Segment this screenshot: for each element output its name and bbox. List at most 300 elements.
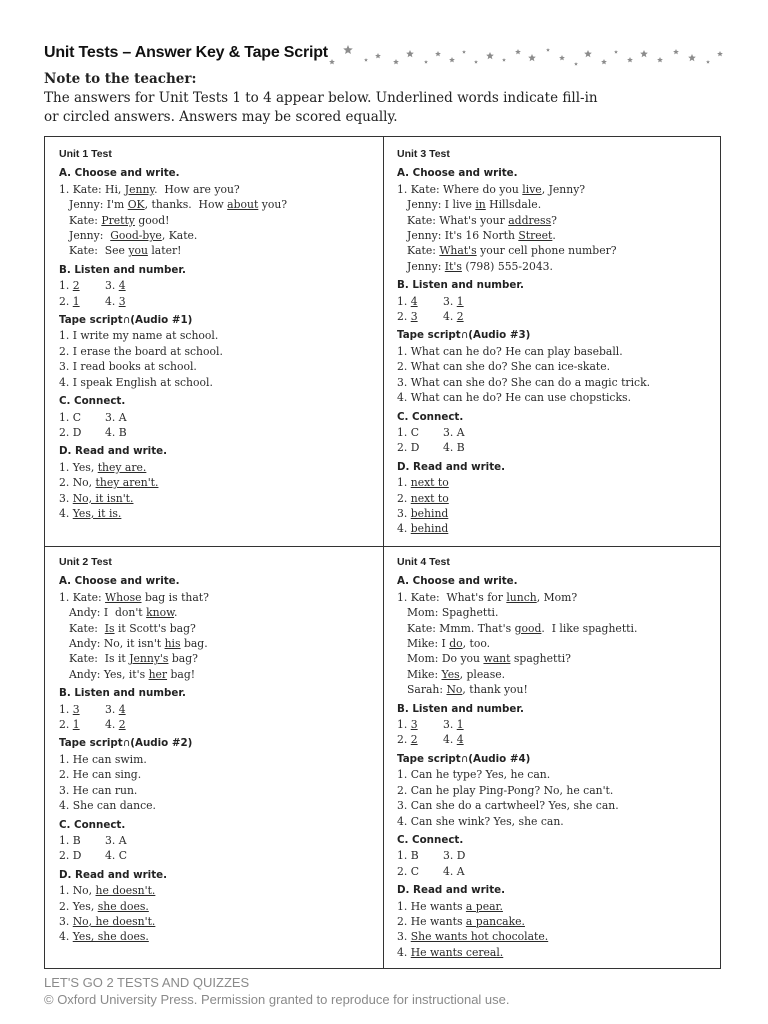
star-icon xyxy=(614,50,618,54)
answer-fill-in: 2 xyxy=(118,718,126,732)
answer-text: Jenny: xyxy=(69,229,111,243)
dialogue-line xyxy=(59,651,381,666)
tape-script-label: Tape script xyxy=(59,314,123,327)
grid-divider-horizontal xyxy=(45,546,720,547)
connect-answer: 3. D xyxy=(443,849,466,863)
answer-text: 2. xyxy=(59,294,73,308)
connect-answer: 3. A xyxy=(105,833,127,847)
star-icon xyxy=(462,50,466,54)
dialogue-line xyxy=(59,182,381,197)
answer-fill-in: No, he doesn't. xyxy=(72,914,156,928)
tape-script-line: 4. What can he do? He can use chopsticks. xyxy=(397,391,631,405)
read-write-answer xyxy=(397,506,719,521)
star-icon xyxy=(486,52,494,59)
answer-text: , Kate. xyxy=(161,229,198,243)
star-decoration xyxy=(326,40,726,72)
answer-fill-in: know xyxy=(146,606,175,620)
connect-answer: 4. A xyxy=(443,864,465,878)
answer-text: later! xyxy=(147,244,182,258)
dialogue-line xyxy=(59,667,381,682)
page-title: Unit Tests – Answer Key & Tape Script xyxy=(44,44,328,61)
dialogue-line xyxy=(397,651,719,666)
section-a-title: A. Choose and write. xyxy=(59,575,180,588)
number-row xyxy=(59,278,381,293)
connect-row xyxy=(59,848,381,863)
number-answer xyxy=(443,294,464,309)
answer-text: 1. xyxy=(59,702,73,716)
answer-text: 2. xyxy=(397,733,411,747)
answer-fill-in: Good-bye xyxy=(110,229,162,243)
read-write-answer xyxy=(397,929,719,944)
read-write-answer xyxy=(397,491,719,506)
answer-fill-in: 1 xyxy=(456,294,464,308)
answer-text: , Jenny? xyxy=(541,182,586,196)
answer-fill-in: No, it isn't. xyxy=(72,491,134,505)
answer-text: 2. xyxy=(397,310,411,324)
star-icon xyxy=(640,50,648,57)
answer-text: 3. xyxy=(59,491,73,505)
connect-answer: 3. A xyxy=(105,410,127,424)
tape-script-line: 3. What can she do? She can do a magic trick. xyxy=(397,375,651,389)
star-icon xyxy=(474,60,478,64)
dialogue-line xyxy=(397,243,719,258)
star-icon xyxy=(657,57,663,62)
answer-text: 1. xyxy=(397,476,411,490)
star-icon xyxy=(601,59,607,64)
unit-title: Unit 1 Test xyxy=(59,148,112,160)
answer-text: (798) 555-2043. xyxy=(461,259,553,273)
answer-text: ? xyxy=(551,213,557,227)
answer-fill-in: good xyxy=(514,621,542,635)
section-b-title: B. Listen and number. xyxy=(397,279,524,292)
answer-text: 2. xyxy=(397,491,411,505)
footer-copyright: © Oxford University Press. Permission granted to reproduce for instructional use. xyxy=(44,992,510,1007)
unit-2-test xyxy=(59,555,381,945)
audio-track: (Audio #3) xyxy=(468,329,531,342)
answer-text: it Scott's bag? xyxy=(114,621,196,635)
number-row xyxy=(59,717,381,732)
grid-divider-vertical xyxy=(383,137,384,968)
number-answer xyxy=(59,278,105,293)
tape-script-label: Tape script xyxy=(397,752,461,765)
connect-answer: 4. B xyxy=(443,441,465,455)
connect-row xyxy=(397,848,719,863)
footer-series: LET'S GO 2 TESTS AND QUIZZES xyxy=(44,975,250,990)
answer-text: 1. xyxy=(397,294,411,308)
answer-text: 3. xyxy=(59,914,73,928)
answer-fill-in: 4 xyxy=(456,733,464,747)
dialogue-line xyxy=(397,228,719,243)
connect-answer: 4. B xyxy=(105,425,127,439)
number-answer xyxy=(59,717,105,732)
connect-row xyxy=(397,864,719,879)
answer-text: Kate: xyxy=(69,213,102,227)
answer-fill-in: 2 xyxy=(456,310,464,324)
read-write-answer xyxy=(59,475,381,490)
answer-fill-in: Jenny xyxy=(124,182,155,196)
dialogue-line xyxy=(59,197,381,212)
footer xyxy=(44,974,510,1008)
answer-text: , please. xyxy=(459,667,506,681)
answer-text: good! xyxy=(134,213,170,227)
read-write-answer xyxy=(59,460,381,475)
tape-script-label: Tape script xyxy=(397,329,461,342)
answer-text: 3. xyxy=(443,294,457,308)
answer-text: 1. Yes, xyxy=(59,460,98,474)
connect-answer: 1. C xyxy=(397,425,419,439)
answer-fill-in: Yes, she does. xyxy=(72,930,149,944)
section-b-title: B. Listen and number. xyxy=(59,687,186,700)
dialogue-line xyxy=(397,197,719,212)
answer-text: 4. xyxy=(397,945,411,959)
dialogue-line xyxy=(397,259,719,274)
tape-script-line: 3. Can she do a cartwheel? Yes, she can. xyxy=(397,799,619,813)
read-write-answer xyxy=(397,475,719,490)
answer-text: 2. Yes, xyxy=(59,899,98,913)
number-answer xyxy=(105,294,126,309)
answer-text: Kate: See xyxy=(69,244,129,258)
dialogue-line xyxy=(59,636,381,651)
tape-script-line: 1. I write my name at school. xyxy=(59,329,219,343)
connect-answer: 2. D xyxy=(397,441,420,455)
answer-fill-in: lunch xyxy=(506,590,537,604)
connect-answer: 1. C xyxy=(59,410,81,424)
section-a-title: A. Choose and write. xyxy=(397,575,518,588)
answer-text: 1. Kate: Hi, xyxy=(59,182,125,196)
unit-1-test xyxy=(59,147,381,521)
tape-script-line: 3. He can run. xyxy=(59,783,138,797)
star-icon xyxy=(364,58,368,62)
answer-text: Jenny: xyxy=(407,259,445,273)
star-icon xyxy=(627,57,633,62)
answer-text: , too. xyxy=(462,637,491,651)
number-answer xyxy=(59,702,105,717)
tape-script-line: 4. Can she wink? Yes, she can. xyxy=(397,814,564,828)
answer-text: Kate: xyxy=(69,621,105,635)
connect-row xyxy=(397,425,719,440)
answer-fill-in: 3 xyxy=(410,718,418,732)
answer-text: 1. Kate: What's for xyxy=(397,590,507,604)
read-write-answer xyxy=(59,899,381,914)
answer-text: your cell phone number? xyxy=(476,244,617,258)
star-icon xyxy=(706,60,710,64)
answer-text: spaghetti? xyxy=(510,652,571,666)
answer-text: 1. He wants xyxy=(397,899,466,913)
star-icon xyxy=(559,55,565,60)
answer-fill-in: you xyxy=(128,244,148,258)
tape-script-line: 1. Can he type? Yes, he can. xyxy=(397,768,551,782)
star-icon xyxy=(375,53,381,58)
tape-script-line: 2. He can sing. xyxy=(59,768,142,782)
number-answer xyxy=(59,294,105,309)
answer-fill-in: What's xyxy=(439,244,477,258)
answer-text: Andy: No, it isn't xyxy=(69,637,165,651)
number-row xyxy=(59,702,381,717)
connect-answer: 3. A xyxy=(443,425,465,439)
section-b-title: B. Listen and number. xyxy=(59,263,186,276)
number-answer xyxy=(443,717,464,732)
answer-fill-in: 4 xyxy=(118,279,126,293)
answer-fill-in: She wants hot chocolate. xyxy=(410,930,549,944)
answer-fill-in: her xyxy=(148,667,168,681)
answer-fill-in: he doesn't. xyxy=(95,884,156,898)
answer-fill-in: next to xyxy=(410,476,449,490)
tape-script-title xyxy=(59,313,381,328)
answer-fill-in: his xyxy=(164,637,181,651)
tape-script-line: 1. What can he do? He can play baseball. xyxy=(397,344,623,358)
number-answer xyxy=(105,717,126,732)
answer-text: 2. No, xyxy=(59,476,96,490)
answer-text: Andy: Yes, it's xyxy=(69,667,149,681)
number-answer xyxy=(443,309,464,324)
answer-fill-in: 1 xyxy=(456,718,464,732)
connect-answer: 2. D xyxy=(59,849,82,863)
answer-text: 1. No, xyxy=(59,884,96,898)
tape-script-label: Tape script xyxy=(59,737,123,750)
star-icon xyxy=(528,54,536,61)
audio-track: (Audio #1) xyxy=(130,314,193,327)
answer-text: Kate: xyxy=(407,244,440,258)
tape-script-title xyxy=(397,752,719,767)
section-c-title: C. Connect. xyxy=(397,833,464,846)
connect-row xyxy=(59,833,381,848)
unit-title: Unit 3 Test xyxy=(397,148,450,160)
star-icon xyxy=(435,51,441,56)
answer-text: 4. xyxy=(397,522,411,536)
answer-text: 4. xyxy=(443,733,457,747)
answer-fill-in: Pretty xyxy=(101,213,135,227)
headphones-icon: ∩ xyxy=(460,752,469,765)
answer-text: bag! xyxy=(167,667,196,681)
tape-script-line: 2. What can she do? She can ice-skate. xyxy=(397,360,611,374)
star-icon xyxy=(393,59,399,64)
section-c-title: C. Connect. xyxy=(59,818,126,831)
star-icon xyxy=(546,48,550,52)
star-icon xyxy=(574,62,578,66)
answer-text: 3. xyxy=(397,930,411,944)
answer-text: Mike: xyxy=(407,667,442,681)
tape-script-line: 4. I speak English at school. xyxy=(59,375,213,389)
number-answer xyxy=(397,309,443,324)
audio-track: (Audio #2) xyxy=(130,737,193,750)
answer-text: 4. xyxy=(59,506,73,520)
tape-script-title xyxy=(59,736,381,751)
answer-fill-in: address xyxy=(508,213,552,227)
answer-text: Mom: Spaghetti. xyxy=(407,606,499,620)
answer-text: Mike: I xyxy=(407,637,450,651)
answer-text: Sarah: xyxy=(407,683,447,697)
number-answer xyxy=(397,717,443,732)
section-c-title: C. Connect. xyxy=(59,395,126,408)
answer-text: 1. Kate: Where do you xyxy=(397,182,523,196)
answer-fill-in: 4 xyxy=(410,294,418,308)
unit-4-test xyxy=(397,555,719,960)
connect-answer: 1. B xyxy=(397,849,419,863)
star-icon xyxy=(688,54,696,61)
answer-fill-in: a pancake. xyxy=(465,914,525,928)
tape-script-line: 2. I erase the board at school. xyxy=(59,344,223,358)
answer-fill-in: live xyxy=(522,182,542,196)
tape-script-title xyxy=(397,328,719,343)
answer-fill-in: they aren't. xyxy=(95,476,159,490)
headphones-icon: ∩ xyxy=(122,314,131,327)
answer-text: Kate: What's your xyxy=(407,213,509,227)
headphones-icon: ∩ xyxy=(122,737,131,750)
connect-row xyxy=(397,440,719,455)
read-write-answer xyxy=(59,883,381,898)
dialogue-line xyxy=(59,228,381,243)
dialogue-line xyxy=(59,243,381,258)
answer-fill-in: want xyxy=(483,652,511,666)
answer-fill-in: 3 xyxy=(410,310,418,324)
answer-text: Jenny: I live xyxy=(407,198,476,212)
answer-fill-in: they are. xyxy=(97,460,147,474)
answer-text: 1. Kate: xyxy=(59,590,106,604)
answer-fill-in: Jenny's xyxy=(129,652,169,666)
answer-fill-in: behind xyxy=(410,506,449,520)
answer-fill-in: 1 xyxy=(72,718,80,732)
answer-fill-in: No xyxy=(446,683,463,697)
answer-text: 2. He wants xyxy=(397,914,466,928)
unit-title: Unit 2 Test xyxy=(59,556,112,568)
star-icon xyxy=(515,49,521,54)
answer-fill-in: next to xyxy=(410,491,449,505)
answer-text: 4. xyxy=(105,718,119,732)
star-icon xyxy=(406,50,414,57)
answer-text: 3. xyxy=(443,718,457,732)
answer-fill-in: a pear. xyxy=(465,899,503,913)
answer-text: bag is that? xyxy=(141,590,209,604)
connect-row xyxy=(59,425,381,440)
connect-answer: 2. C xyxy=(397,864,419,878)
read-write-answer xyxy=(59,491,381,506)
section-d-title: D. Read and write. xyxy=(59,868,168,881)
read-write-answer xyxy=(397,899,719,914)
star-icon xyxy=(329,59,335,64)
answer-fill-in: 3 xyxy=(72,702,80,716)
answer-key-grid xyxy=(44,136,721,969)
headphones-icon: ∩ xyxy=(460,329,469,342)
star-icon xyxy=(343,45,353,54)
section-c-title: C. Connect. xyxy=(397,410,464,423)
dialogue-line xyxy=(59,213,381,228)
connect-answer: 1. B xyxy=(59,833,81,847)
answer-text: 3. xyxy=(105,702,119,716)
answer-fill-in: in xyxy=(475,198,486,212)
dialogue-line xyxy=(59,590,381,605)
answer-fill-in: she does. xyxy=(97,899,149,913)
dialogue-line xyxy=(397,621,719,636)
number-answer xyxy=(105,278,126,293)
answer-text: Kate: Mmm. That's xyxy=(407,621,515,635)
star-icon xyxy=(502,58,506,62)
answer-text: 1. xyxy=(59,279,73,293)
note-title: Note to the teacher: xyxy=(44,71,197,87)
answer-fill-in: He wants cereal. xyxy=(410,945,504,959)
read-write-answer xyxy=(397,945,719,960)
dialogue-line xyxy=(397,682,719,697)
dialogue-line xyxy=(397,605,719,620)
section-d-title: D. Read and write. xyxy=(397,460,506,473)
answer-fill-in: behind xyxy=(410,522,449,536)
answer-fill-in: do xyxy=(449,637,463,651)
dialogue-line xyxy=(397,182,719,197)
answer-text: Kate: Is it xyxy=(69,652,130,666)
answer-text: Hillsdale. xyxy=(485,198,542,212)
number-row xyxy=(397,717,719,732)
answer-text: , thanks. How xyxy=(144,198,228,212)
number-answer xyxy=(397,294,443,309)
unit-title: Unit 4 Test xyxy=(397,556,450,568)
number-answer xyxy=(105,702,126,717)
number-answer xyxy=(397,732,443,747)
note-line-1: The answers for Unit Tests 1 to 4 appear below. Underlined words indicate fill-in xyxy=(44,90,598,106)
read-write-answer xyxy=(397,914,719,929)
connect-answer: 2. D xyxy=(59,425,82,439)
number-answer xyxy=(443,732,464,747)
dialogue-line xyxy=(397,667,719,682)
answer-fill-in: Yes, it is. xyxy=(72,506,122,520)
connect-answer: 4. C xyxy=(105,849,127,863)
answer-text: 2. xyxy=(59,718,73,732)
answer-fill-in: 4 xyxy=(118,702,126,716)
answer-text: bag. xyxy=(180,637,208,651)
dialogue-line xyxy=(59,605,381,620)
answer-fill-in: Street xyxy=(518,229,553,243)
dialogue-line xyxy=(397,636,719,651)
answer-text: Mom: Do you xyxy=(407,652,484,666)
answer-text: . xyxy=(174,606,178,620)
read-write-answer xyxy=(59,929,381,944)
answer-fill-in: 1 xyxy=(72,294,80,308)
dialogue-line xyxy=(397,213,719,228)
tape-script-line: 3. I read books at school. xyxy=(59,360,197,374)
number-row xyxy=(397,294,719,309)
answer-text: 4. xyxy=(105,294,119,308)
answer-fill-in: 2 xyxy=(410,733,418,747)
answer-fill-in: about xyxy=(227,198,259,212)
tape-script-line: 1. He can swim. xyxy=(59,752,147,766)
answer-text: , Mom? xyxy=(536,590,578,604)
section-a-title: A. Choose and write. xyxy=(397,167,518,180)
answer-text: . I like spaghetti. xyxy=(541,621,638,635)
star-icon xyxy=(424,60,428,64)
answer-fill-in: It's xyxy=(444,259,462,273)
answer-fill-in: Is xyxy=(104,621,115,635)
answer-text: 4. xyxy=(443,310,457,324)
answer-text: Andy: I don't xyxy=(69,606,147,620)
dialogue-line xyxy=(397,590,719,605)
answer-fill-in: Yes xyxy=(441,667,460,681)
answer-fill-in: Whose xyxy=(105,590,142,604)
answer-text: , thank you! xyxy=(462,683,528,697)
star-icon xyxy=(673,49,679,54)
connect-row xyxy=(59,410,381,425)
answer-text: 3. xyxy=(397,506,411,520)
answer-text: bag? xyxy=(168,652,198,666)
answer-text: . How are you? xyxy=(154,182,240,196)
read-write-answer xyxy=(59,914,381,929)
section-b-title: B. Listen and number. xyxy=(397,702,524,715)
answer-text: 3. xyxy=(105,279,119,293)
star-icon xyxy=(449,57,455,62)
number-row xyxy=(59,294,381,309)
section-d-title: D. Read and write. xyxy=(397,884,506,897)
unit-3-test xyxy=(397,147,719,537)
section-a-title: A. Choose and write. xyxy=(59,167,180,180)
star-icon xyxy=(584,50,592,57)
answer-fill-in: 3 xyxy=(118,294,126,308)
